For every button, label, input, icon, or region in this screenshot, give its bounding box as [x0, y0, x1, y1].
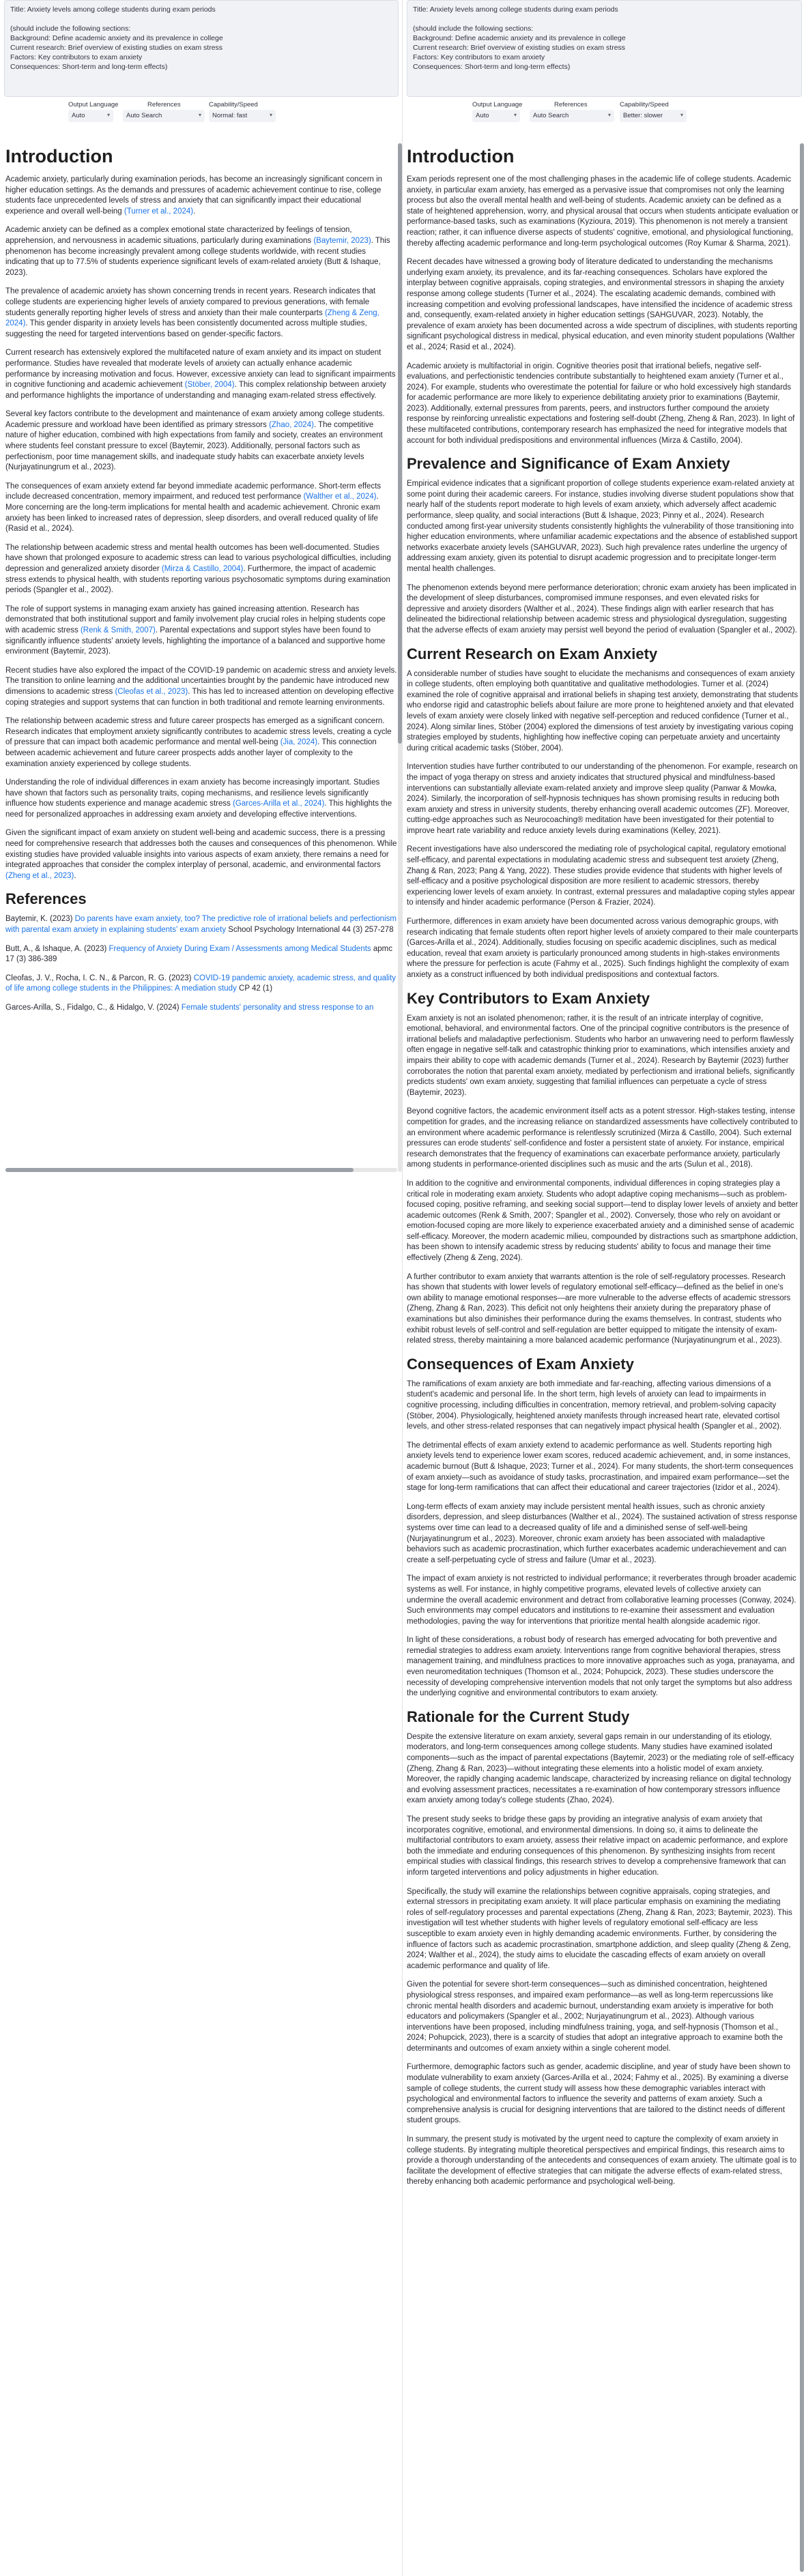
paragraph: In light of these considerations, a robust body of research has emerged advocating for both preventive and remedial strategies to address exam anxiety. Interventions range from cognitive behavioral therapies, stress management training, and mindfulness practices to more innovative approaches such as yoga, pranayama, and even neuromeditation techniques (Thomson et al., 2024; Pohupcick, 2023). These studies underscore the necessity of developing comprehensive intervention models that not only target the symptoms but also address the underlying cognitive and environmental contributors to exam anxiety. — [407, 1636, 795, 1698]
capability-label: Capability/Speed — [620, 101, 669, 108]
paragraph: Intervention studies have further contributed to our understanding of the phenomenon. For example, research on the impact of yoga therapy on stress and anxiety indicates that structured physical and mindfulness-based interventions can substantially alleviate exam-related anxiety and improve sleep quality (Panwar & Mowka, 2024). Similarly, the incorporation of self-hypnosis techniques has shown promising results in reducing both exam anxiety and stress in university students, thereby enhancing overall academic outcomes (ZF). Moreover, cutting-edge approaches such as Neurocoaching® meditation have been investigated for their potential to improve heart rate variability and reduce anxiety levels during examinations (Kelley, 2021). — [407, 763, 798, 835]
paragraph — [5, 778, 397, 820]
paragraph — [5, 828, 397, 881]
paragraph — [5, 287, 397, 340]
generated-document-left — [5, 143, 397, 1172]
reference-item — [5, 974, 397, 995]
paragraph-text: The relationship between academic stress and future career prospects has emerged as a significant concern. Research indicates that employment anxiety significantly contributes to academic stress levels, creating a cycle of pressure that can impact both academic performance and mental well-being — [5, 717, 392, 747]
chevron-down-icon: ▾ — [198, 112, 201, 118]
generated-document-right — [407, 143, 798, 2572]
reference-source: School Psychology International 44 (3) 257-278 — [226, 926, 394, 935]
paragraph: Exam periods represent one of the most challenging phases in the academic life of college students. Academic anxiety, in particular exam anxiety, has emerged as a pervasive issue that compromises not only the learning process but also the overall mental health and well-being of students. Academic anxiety can be defined as a state of heightened apprehension, worry, and physical arousal that occurs when students anticipate evaluation or performance-based tasks, such as examinations (Kyzioura, 2019). This phenomenon is not merely a transient reaction; rather, it can influence diverse aspects of students' cognitive, emotional, and physiological functioning, thereby affecting academic performance and long-term psychological outcomes (Roy Kumar & Sharma, 2021). — [407, 175, 798, 248]
reference-link[interactable]: Frequency of Anxiety During Exam / Assessments among Medical Students — [109, 944, 371, 953]
scrollbar-left[interactable] — [398, 143, 402, 1172]
paragraph-text: Understanding the role of individual differences in exam anxiety has become increasingly important. Studies have shown that factors such as personality traits, coping mechanisms, and resilience levels significantly influence how students experience and manage academic stress — [5, 778, 380, 808]
citation-link[interactable]: (Zheng et al., 2023) — [5, 871, 74, 880]
paragraph-text: Given the significant impact of exam anxiety on student well-being and academic success, there is a pressing need for comprehensive research that addresses both the causes and consequences of this phenomenon. While existing studies have provided valuable insights into various aspects of exam anxiety, there remains a need for integrated approaches that consider the complex interplay of personal, academic, and environmental factors — [5, 829, 397, 870]
paragraph-text-end: . This phenomenon has become increasingly prevalent among college students worldwide, with recent studies indicating that up to 77.5% of students experience significant levels of exam-related anxiety (Butt & Ishaque, 2023). — [5, 236, 390, 277]
references-value: Auto Search — [126, 112, 162, 119]
chevron-down-icon: ▾ — [607, 112, 611, 118]
paragraph: The impact of exam anxiety is not restricted to individual performance; it reverberates through broader academic systems as well. For instance, in highly competitive programs, elevated levels of collective anxiety can undermine the overall academic environment and detract from collaborative learning processes (Conway, 2024). Such environments may compel educators and institutions to re-examine their assessment and evaluation methodologies, paving the way for interventions that prioritize mental health alongside academic rigor. — [407, 1575, 796, 1626]
paragraph — [5, 604, 397, 658]
reference-item — [5, 1003, 397, 1014]
references-control-left — [123, 101, 205, 122]
paragraph-text: The prevalence of academic anxiety has shown concerning trends in recent years. Research indicates that college students are experiencing higher levels of anxiety compared to previous generations, with female students generally reporting higher levels of stress and anxiety than their male counterparts — [5, 287, 376, 317]
pane-divider — [402, 0, 403, 2576]
reference-authors: Baytemir, K. (2023) — [5, 915, 75, 924]
chevron-down-icon: ▾ — [680, 112, 683, 118]
reference-source: CP 42 (1) — [236, 984, 273, 993]
section-heading: Introduction — [407, 146, 515, 166]
citation-link[interactable]: (Zhao, 2024) — [269, 420, 314, 429]
reference-authors: Butt, A., & Ishaque, A. (2023) — [5, 944, 109, 953]
paragraph: In addition to the cognitive and environmental components, individual differences in coping strategies play a critical role in moderating exam anxiety. Students who adopt adaptive coping mechanisms—such as problem-focused coping, positive reframing, and seeking social support—tend to display lower levels of anxiety and better academic outcomes (Renk & Smith, 2007; Spangler et al., 2002). Conversely, those who rely on avoidant or emotion-focused coping are more likely to experience exacerbated anxiety and a diminished sense of academic self-efficacy. Moreover, the modern academic milieu, compounded by distractions such as smartphone addiction, has been shown to intensify academic stress by reducing students' ability to focus and manage their time effectively (Zheng & Zeng, 2024). — [407, 1179, 798, 1263]
output-language-control-right — [472, 101, 522, 122]
output-language-select-right[interactable] — [472, 110, 520, 122]
citation-link[interactable]: (Garces-Arilla et al., 2024) — [233, 800, 325, 808]
output-language-select-left[interactable] — [68, 110, 113, 122]
paragraph-text: Academic anxiety, particularly during examination periods, has become an increasingly significant concern in higher education settings. As the demands and pressures of academic achievement continue to rise, college students face unprecedented levels of stress and anxiety that can significantly impact their educational experience and overall well-being — [5, 175, 383, 216]
paragraph-text: The role of support systems in managing exam anxiety has gained increasing attention. Research has demonstrated that both institutional support and family involvement play crucial roles in helping students cope with academic stress — [5, 604, 386, 634]
reference-link[interactable]: Female students' personality and stress response to an — [181, 1004, 374, 1012]
paragraph-text: The consequences of exam anxiety extend far beyond immediate academic performance. Short-term effects include decreased concentration, memory impairment, and reduced test performance — [5, 482, 382, 501]
capability-control-right — [620, 101, 687, 122]
reference-item — [5, 914, 397, 935]
scrollbar-thumb-right[interactable] — [800, 143, 804, 2572]
left-pane — [0, 0, 403, 1012]
paragraph: Recent investigations have also underscored the mediating role of psychological capital, regulatory emotional self-efficacy, and parental expectations in modulating academic stress and subsequent test anxiety (Zheng, Zhang & Ran, 2023; Pang & Yang, 2022). These studies provide evidence that students with higher levels of self-efficacy and a positive psychological disposition are more resilient to academic stressors, thereby experiencing lower levels of exam anxiety. In contrast, external pressures and maladaptive coping styles appear to intensify and hinder academic performance (Person & Frazier, 2024). — [407, 845, 795, 907]
section-heading: Current Research on Exam Anxiety — [407, 645, 658, 662]
paragraph-text-end: . — [193, 207, 196, 216]
citation-link[interactable]: (Mirza & Castillo, 2004) — [161, 565, 244, 573]
paragraph: Exam anxiety is not an isolated phenomenon; rather, it is the result of an intricate interplay of cognitive, emotional, behavioral, and environmental factors. One of the principal cognitive contributors is the presence of irrational beliefs and maladaptive perfectionism. Students who harbor an unwavering need to perform flawlessly often engage in negative self-talk and catastrophic thinking prior to examinations, which intensifies anxiety and impairs their ability to cope with academic demands (Turner et al., 2024). Research by Baytemir (2023) further corroborates the notion that parental exam anxiety, mediated by perfectionism and irrational beliefs, significantly predicts students' own exam anxiety, suggesting that familial influences can perpetuate a cycle of stress (Baytemir, 2023). — [407, 1014, 795, 1097]
paragraph-text-end: . More concerning are the long-term implications for mental health and academic achievement. Chronic exam anxiety has been linked to increased rates of depression, sleep disorders, and overall reduced quality of life (Rasid et al., 2024). — [5, 493, 381, 533]
section-heading: Rationale for the Current Study — [407, 1708, 630, 1725]
citation-link[interactable]: (Baytemir, 2023) — [313, 236, 371, 245]
paragraph-text-end: . This gender disparity in anxiety levels has been consistently documented across multiple studies, suggesting the need for targeted interventions based on gender-specific factors. — [5, 319, 367, 338]
paragraph-text-end: . This highlights the need for personalized approaches in addressing exam anxiety and developing effective interventions. — [5, 800, 392, 819]
prompt-textarea-right[interactable]: Title: Anxiety levels among college students during exam periods (should include the following sections: Background: Define academic anxiety and its prevalence in college Current research: Brief overview of existing studies on exam stress Factors: Key contributors to exam anxiety Consequences: Short-term and long-term effects) — [407, 0, 802, 97]
paragraph-text-end: . This connection between academic achievement and future career prospects adds another layer of complexity to the examination anxiety experienced by college students. — [5, 738, 377, 768]
references-select-right[interactable] — [530, 110, 614, 122]
paragraph-text-end: . — [74, 871, 76, 880]
section-heading: Consequences of Exam Anxiety — [407, 1355, 634, 1373]
paragraph-text-end: . Parental expectations and support styles have been found to significantly influence students' anxiety levels, highlighting the importance of a balanced and supportive home environment (Baytemir, 2023). — [5, 626, 386, 656]
paragraph: Empirical evidence indicates that a significant proportion of college students experience exam-related anxiety at some point during their academic careers. For instance, studies involving diverse student populations show that nearly half of the students report moderate to high levels of exam anxiety, which adversely affect academic performance, sleep quality, and social interactions (Butt & Ishaque, 2023; Pinny et al., 2024). Research conducted among first-year university students consistently highlights the vulnerability of those transitioning into higher education environments, where unfamiliar academic expectations and the absence of established support networks exacerbate anxiety levels (SAHGUVAR, 2023). Such high prevalence rates underline the urgency of addressing exam anxiety, given its potential to disrupt academic progression and to precipitate longer-term mental health challenges. — [407, 480, 798, 573]
section-list-right — [407, 145, 798, 2188]
paragraph-text: Academic anxiety can be defined as a complex emotional state characterized by feelings of tension, apprehension, and nervousness in academic situations, particularly during examinations — [5, 226, 352, 245]
reference-authors: Cleofas, J. V., Rocha, I. C. N., & Parcon, R. G. (2023) — [5, 974, 194, 982]
paragraph: A further contributor to exam anxiety that warrants attention is the role of self-regulatory processes. Research has shown that students with lower levels of regulatory emotional self-efficacy—defined as the belief in one's own ability to manage emotional responses—are more vulnerable to the adverse effects of academic stressors (Zheng, Zhang & Ran, 2023). This deficit not only heightens their anxiety during the preparatory phase of examinations but also diminishes their performance during the exams themselves. In contrast, students who exhibit robust levels of self-control and self-regulation are better equipped to mitigate the intensity of exam-related stress, thereby maintaining a more balanced academic performance (Nurjayatinungrum et al., 2023). — [407, 1272, 791, 1345]
references-control-right — [530, 101, 614, 122]
paragraph — [5, 543, 397, 596]
paragraph: A considerable number of studies have sought to elucidate the mechanisms and consequences of exam anxiety in college students, often employing both quantitative and qualitative methodologies. Turner et al. (2024) examined the role of cognitive appraisal and irrational beliefs in shaping test anxiety, demonstrating that students who endorse rigid and catastrophic beliefs about failure are more prone to heightened anxiety and that elevated levels of exam anxiety were closely linked with negative self-perception and reduced confidence (Turner et al., 2024). Along similar lines, Stöber (2004) explored the dimensions of test anxiety by investigating various coping strategies employed by students, highlighting how ineffective coping can perpetuate anxiety and uncertainty during critical academic tasks (Stöber, 2004). — [407, 669, 798, 752]
paragraph: Given the potential for severe short-term consequences—such as diminished concentration, heightened physiological stress responses, and impaired exam performance—as well as long-term repercussions like chronic mental health disorders and academic burnout, understanding exam anxiety is imperative for both educators and policymakers (Spangler et al., 2002; Nurjayatinungrum et al., 2023). Although various interventions have been proposed, including mindfulness training, yoga, and self-hypnosis (Thomson et al., 2024; Pohupcick, 2023), there is a scarcity of studies that adopt an integrative approach to examine both the determinants and outcomes of exam anxiety within a single coherent model. — [407, 1980, 783, 2053]
paragraph: The ramifications of exam anxiety are both immediate and far-reaching, affecting various dimensions of a student's academic and personal life. In the short term, high levels of anxiety can lead to impairments in cognitive processing, including difficulties in concentration, memory retrieval, and problem-solving capacity (Stöber, 2004). Physiologically, heightened anxiety manifests through increased heart rate, elevated cortisol levels, and other stress-related responses that can negatively impact physical health (Spangler et al., 2002). — [407, 1379, 782, 1431]
reference-list — [5, 914, 397, 1013]
output-language-control-left — [68, 101, 118, 122]
capability-select-right[interactable] — [620, 110, 687, 122]
prompt-textarea-left[interactable]: Title: Anxiety levels among college students during exam periods (should include the following sections: Background: Define academic anxiety and its prevalence in college Current research: Brief overview of existing studies on exam stress Factors: Key contributors to exam anxiety Consequences: Short-term and long-term effects) — [4, 0, 399, 97]
paragraph — [5, 716, 397, 770]
reference-item — [5, 944, 397, 965]
settings-row-left — [0, 101, 403, 135]
chevron-down-icon: ▾ — [106, 112, 110, 118]
paragraph — [5, 482, 397, 535]
output-language-label: Output Language — [68, 101, 119, 108]
horizontal-scrollbar-left[interactable] — [5, 1168, 397, 1172]
paragraph: Long-term effects of exam anxiety may include persistent mental health issues, such as chronic anxiety disorders, depression, and sleep disturbances (Walther et al., 2024). The sustained activation of stress response systems over time can lead to a decreased quality of life and a diminished sense of self-well-being (Nurjayatinungrum et al., 2023). Moreover, chronic exam anxiety has been associated with maladaptive behaviors such as academic procrastination, which further exacerbates academic underachievement and can create a self-perpetuating cycle of stress and failure (Umar et al., 2023). — [407, 1502, 798, 1564]
paragraph: Beyond cognitive factors, the academic environment itself acts as a potent stressor. High-stakes testing, intense competition for grades, and the increasing reliance on standardized assessments have collectively contributed to an environment where academic performance is relentlessly scrutinized (Mirza & Castillo, 2004). Such external pressures can erode students' self-confidence and foster a persistent state of anxiety. For instance, empirical research demonstrates that the frequency of examinations can exacerbate performance anxiety, particularly among students in performance-oriented disciplines such as music and the arts (Sulun et al., 2018). — [407, 1107, 798, 1169]
paragraph-text: Current research has extensively explored the multifaceted nature of exam anxiety and its impact on student performance. Studies have revealed that moderate levels of anxiety can actually enhance academic performance by increasing motivation and focus. However, excessive anxiety can lead to significant impairments in cognitive functioning and academic achievement — [5, 349, 396, 390]
citation-link[interactable]: (Jia, 2024) — [280, 738, 318, 747]
capability-label: Capability/Speed — [209, 101, 258, 108]
output-language-label: Output Language — [472, 101, 523, 108]
paragraph-text-end: . The competitive nature of higher education, combined with high expectations from family and society, creates an environment where students feel constant pressure to excel (Baytemir, 2023). Additionally, personal factors such as perfectionism, poor time management skills, and inadequate study habits can exacerbate anxiety levels (Nurjayatinungrum et al., 2023). — [5, 420, 383, 472]
reference-authors: Garces-Arilla, S., Fidalgo, C., & Hidalgo, V. (2024) — [5, 1004, 182, 1012]
paragraph-text: Several key factors contribute to the development and maintenance of exam anxiety among college students. Academic pressure and workload have been identified as primary stressors — [5, 410, 385, 429]
paragraph-text-end: . This has led to increased attention on developing effective coping strategies and support systems that can function in both traditional and remote learning environments. — [5, 687, 394, 707]
chevron-down-icon: ▾ — [513, 112, 517, 118]
paragraph: Furthermore, differences in exam anxiety have been documented across various demographic groups, with research indicating that female students often report higher levels of anxiety compared to their male counterparts (Garces-Arilla et al., 2024). Additionally, studies focusing on specific academic disciplines, such as medical education, reveal that exam anxiety is particularly pronounced among students in high-stakes environments where the pressure for perfection is acute (Fahmy et al., 2025). Such findings highlight the complexity of exam anxiety as a construct influenced by both individual predispositions and contextual factors. — [407, 918, 798, 979]
section-heading: Introduction — [5, 146, 113, 166]
paragraph: The present study seeks to bridge these gaps by providing an integrative analysis of exam anxiety that incorporates cognitive, emotional, and environmental dimensions. In doing so, it aims to delineate the multifactorial contributors to exam anxiety, assess their relative impact on academic performance, and explore both the immediate and enduring consequences of this phenomenon. By synthesizing insights from recent empirical studies with classical findings, this research strives to develop a comprehensive framework that can inform targeted interventions and policy adjustments in higher education. — [407, 1815, 788, 1877]
paragraph: Recent decades have witnessed a growing body of literature dedicated to understanding the mechanisms underlying exam anxiety, its prevalence, and its far-reaching consequences. Scholars have explored the interplay between cognitive appraisals, coping strategies, and environmental stressors in shaping the anxiety response among college students (Turner et al., 2024). The escalating academic demands, combined with increasing competition and evolving professional landscapes, have intensified the incidence of academic stress and, consequently, exam-related anxiety in higher education settings (SAHGUVAR, 2023). Notably, the prevalence of exam anxiety has been documented across a wide spectrum of disciplines, with students reporting significant psychological distress in medical, physical education, and even minority student populations (Walther et al., 2024; Rasid et al., 2024). — [407, 258, 798, 351]
reference-link[interactable]: COVID-19 pandemic anxiety, academic stress, and quality of life among college students in the Philippines: A mediation study — [5, 974, 397, 993]
references-heading: References — [5, 890, 87, 908]
settings-row-right — [403, 101, 806, 135]
citation-link[interactable]: (Cleofas et al., 2023) — [115, 687, 188, 696]
paragraph — [5, 348, 397, 401]
output-language-value: Auto — [476, 112, 489, 119]
citation-link[interactable]: (Zheng & Zeng, 2024) — [5, 308, 379, 328]
capability-select-left[interactable] — [209, 110, 276, 122]
paragraph — [5, 666, 397, 708]
paragraph: In summary, the present study is motivated by the urgent need to capture the complexity of exam anxiety in college students. By integrating multiple theoretical perspectives and empirical findings, this research aims to provide a thorough understanding of the antecedents and consequences of exam anxiety. The ultimate goal is to facilitate the development of effective strategies that can mitigate the adverse effects of exam-related stress, thereby enhancing both academic performance and psychological well-being. — [407, 2135, 797, 2186]
paragraph-text: The relationship between academic stress and mental health outcomes has been well-documented. Studies have shown that prolonged exposure to academic stress can lead to various psychological difficulties, including depression and generalized anxiety disorder — [5, 543, 391, 573]
paragraph-text: Recent studies have also explored the impact of the COVID-19 pandemic on academic stress and anxiety levels. The transition to online learning and the additional uncertainties brought by the pandemic have introduced new dimensions to academic stress — [5, 666, 397, 696]
right-pane — [403, 0, 806, 2186]
paragraph — [5, 175, 397, 217]
output-language-value: Auto — [72, 112, 85, 119]
scrollbar-right[interactable] — [800, 143, 804, 2572]
paragraph — [5, 225, 397, 278]
citation-link[interactable]: (Stöber, 2004) — [184, 381, 235, 390]
citation-link[interactable]: (Walther et al., 2024) — [303, 493, 377, 501]
citation-link[interactable]: (Renk & Smith, 2007) — [80, 626, 156, 634]
reference-source: apmc 17 (3) 386-389 — [5, 944, 392, 964]
paragraph: The detrimental effects of exam anxiety extend to academic performance as well. Students reporting high anxiety levels tend to experience lower exam scores, reduced academic achievement, and, in some instances, academic burnout (Butt & Ishaque, 2023; Turner et al., 2024). For many students, the short-term consequences of exam anxiety—such as avoidance of study tasks, procrastination, and impaired exam performance—set the stage for long-term ramifications that can affect their educational and career trajectories (Izidor et al., 2024). — [407, 1441, 794, 1493]
paragraph-list-left — [5, 175, 397, 881]
paragraph-text-end: . This complex relationship between anxiety and performance highlights the importance of understanding and managing exam-related stress effectively. — [5, 381, 386, 400]
references-value: Auto Search — [533, 112, 569, 119]
paragraph: Furthermore, demographic factors such as gender, academic discipline, and year of study have been shown to modulate vulnerability to exam anxiety (Garces-Arilla et al., 2024; Fahmy et al., 2025). By examining a diverse sample of college students, the current study will assess how these demographic variables interact with psychological and environmental factors to influence the severity and patterns of exam anxiety. Such a comprehensive analysis is crucial for designing interventions that are tailored to the distinct needs of different student groups. — [407, 2063, 790, 2125]
paragraph — [5, 409, 397, 473]
paragraph: Despite the extensive literature on exam anxiety, several gaps remain in our understanding of its etiology, moderators, and long-term consequences among college students. Many studies have examined isolated components—such as the impact of parental expectations (Baytemir, 2023) or the mediating role of self-efficacy (Zheng, Zhang & Ran, 2023)—without integrating these elements into a holistic model of exam anxiety. Moreover, the rapidly changing academic landscape, characterized by increasing reliance on digital technology and evolving assessment practices, necessitates a re-examination of how contemporary stressors influence exam anxiety among today's college students (Zhao, 2024). — [407, 1732, 794, 1805]
section-heading: Key Contributors to Exam Anxiety — [407, 989, 650, 1007]
references-label: References — [147, 101, 181, 108]
references-select-left[interactable] — [123, 110, 205, 122]
capability-control-left — [209, 101, 276, 122]
capability-value: Better: slower — [623, 112, 663, 119]
horizontal-scrollbar-thumb-left[interactable] — [5, 1168, 354, 1172]
references-label: References — [554, 101, 588, 108]
paragraph: The phenomenon extends beyond mere performance deterioration; chronic exam anxiety has been implicated in the development of sleep disturbances, compromised immune responses, and even elevated risks for depressive and anxiety disorders (Walther et al., 2024). These findings align with earlier research that has delineated the bidirectional relationship between academic stress and physiological dysregulation, suggesting that the adverse effects of exam anxiety may persist well beyond the period of evaluation (Spangler et al., 2002). — [407, 583, 797, 634]
chevron-down-icon: ▾ — [269, 112, 272, 118]
paragraph: Academic anxiety is multifactorial in origin. Cognitive theories posit that irrational beliefs, negative self-evaluations, and perfectionistic tendencies contribute substantially to heightened exam anxiety (Turner et al., 2024). For example, students who overestimate the potential for failure or who hold excessively high standards for academic performance are more likely to experience debilitating anxiety prior to examinations (Baytemir, 2023). Additionally, external pressures from parents, peers, and instructors further compound the anxiety response by reinforcing unrealistic expectations and fostering self-doubt (Zheng, Zheng & Ran, 2023). In light of these multifaceted contributions, contemporary research has emphasized the need for integrative models that account for both individual predispositions and environmental influences (Mirza & Castillo, 2004). — [407, 362, 795, 445]
reference-link[interactable]: Do parents have exam anxiety, too? The predictive role of irrational beliefs and perfectionism with parental exam anxiety in explaining students' exam anxiety — [5, 915, 397, 935]
capability-value: Normal: fast — [212, 112, 248, 119]
section-heading: Prevalence and Significance of Exam Anxiety — [407, 455, 730, 473]
paragraph: Specifically, the study will examine the relationships between cognitive appraisals, coping strategies, and external stressors in precipitating exam anxiety. It will place particular emphasis on examining the mediating roles of self-regulatory processes and parental expectations (Zheng, Zhang & Ran, 2023; Baytemir, 2023). This investigation will test whether students with higher levels of regulatory emotional self-efficacy are less susceptible to exam anxiety even in highly demanding academic environments. Further, by considering the influence of factors such as academic procrastination, smartphone addiction, and sleep quality (Zheng & Zeng, 2024; Walther et al., 2024), the study aims to elucidate the cascading effects of exam anxiety on overall academic performance and quality of life. — [407, 1887, 792, 1970]
citation-link[interactable]: (Turner et al., 2024) — [124, 207, 194, 216]
scrollbar-thumb-left[interactable] — [398, 143, 402, 744]
paragraph-text-end: . Furthermore, the impact of academic stress extends to physical health, with students reporting various psychosomatic symptoms during examination periods (Spangler et al., 2002). — [5, 565, 390, 595]
